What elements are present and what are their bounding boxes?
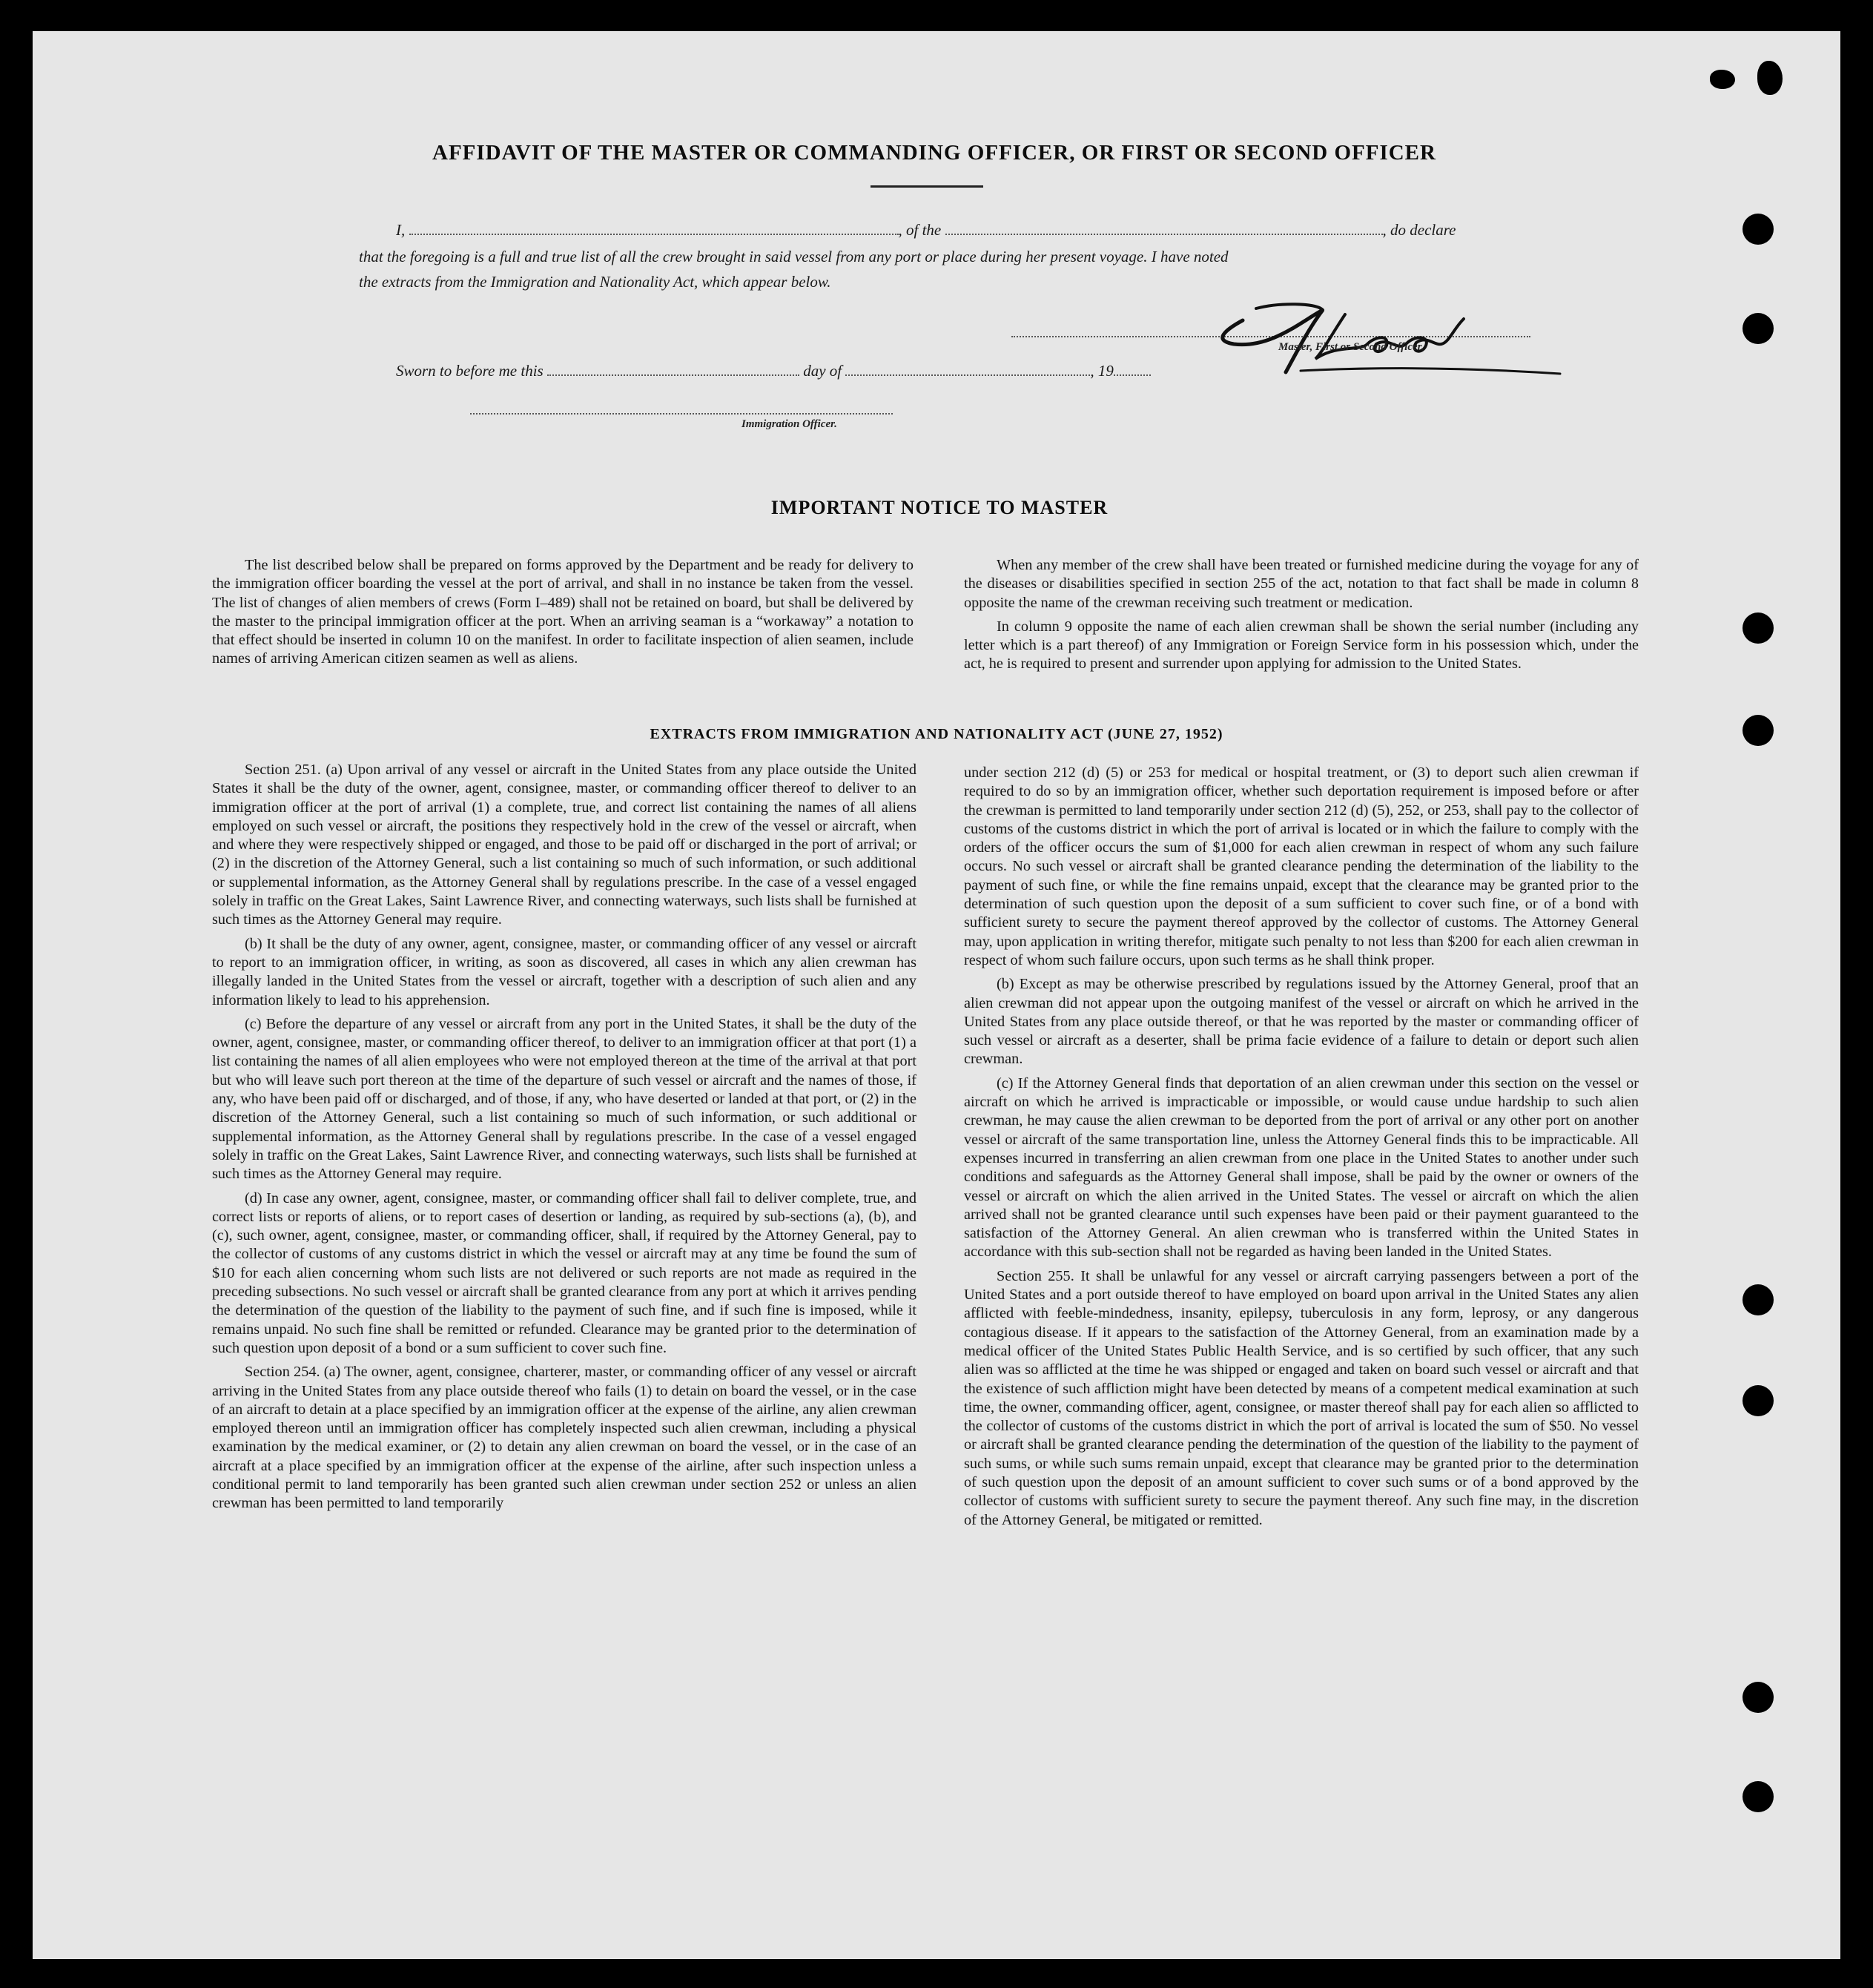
punch-hole — [1742, 1682, 1774, 1713]
punch-hole — [1742, 313, 1774, 344]
affidavit-line-1 — [396, 221, 1456, 240]
section-251a: Section 251. (a) Upon arrival of any vessel or aircraft in the United States from any place outside the United States it shall be the duty of the owner, agent, consignee, master, or commanding officer thereof to deliver to an immigration officer at the port of arrival (1) a complete, true, and correct list containing the names of all aliens employed on such vessel or aircraft, the positions they respectively hold in the crew of the vessel or aircraft, when and where they were respectively shipped or engaged, and those to be paid off or discharged in the port of arrival; or (2) in the discretion of the Attorney General, such a list containing so much of such information, or such additional or supplemental information, as the Attorney General shall by regulations prescribe. In the case of a vessel engaged solely in traffic on the Great Lakes, Saint Lawrence River, and connecting waterways, such lists shall be furnished at such times as the Attorney General may require. — [212, 762, 916, 928]
officer-caption: Immigration Officer. — [741, 418, 837, 430]
extracts-left-column — [212, 761, 916, 1519]
notice-left-column — [212, 556, 914, 674]
ink-blot — [1710, 70, 1735, 89]
section-254b: (b) Except as may be otherwise prescribed by regulations issued by the Attorney General, proof that an alien crewman did not appear upon the outgoing manifest of the vessel or aircraft on which he arrived in the United States from any place outside thereof, or that he was reported by the master or commanding officer of such vessel or aircraft as a deserter, shall be prima facie evidence of a failure to detain or deport such alien crewman. — [964, 976, 1639, 1068]
ink-blot — [1757, 61, 1783, 95]
vessel-blank — [945, 233, 1383, 235]
document-page — [33, 31, 1840, 1959]
day-blank — [547, 374, 799, 376]
section-251c: (c) Before the departure of any vessel or aircraft from any port in the United States, it shall be the duty of the owner, agent, consignee, master, or commanding officer thereof, to deliver to an immigration officer at that port (1) a list containing the names of all alien employees who were not employed thereon at the time of the arrival at that port but who will leave such port thereon at the time of the departure of such vessel or aircraft and the names of those, if any, who have been paid off or discharged, and of those, if any, who have deserted or landed at that port, or (2) in the discretion of the Attorney General, such a list containing so much of such information, or such additional or supplemental information, as the Attorney General shall by regulations prescribe. In the case of a vessel engaged solely in traffic on the Great Lakes, Saint Lawrence River, and connecting waterways, such lists shall be furnished at such times as the Attorney General may require. — [212, 1015, 916, 1183]
extracts-title: EXTRACTS FROM IMMIGRATION AND NATIONALITY ACT (JUNE 27, 1952) — [650, 726, 1223, 742]
notice-right-paragraph-1: When any member of the crew shall have been treated or furnished medicine during the voyage for any of the diseases or disabilities specified in section 255 of the act, notation to that fact shall be made in column 8 opposite the name of the crewman receiving such treatment or medication. — [964, 557, 1639, 611]
punch-hole — [1742, 612, 1774, 644]
month-blank — [845, 374, 1090, 376]
section-251b: (b) It shall be the duty of any owner, agent, consignee, master, or commanding officer of any vessel or aircraft to report to an immigration officer, in writing, as soon as discovered, all cases in which any alien crewman has illegally landed in the United States from the vessel or aircraft, together with a description of such alien and any information likely to lead to his apprehension. — [212, 935, 916, 1008]
notice-right-paragraph-2: In column 9 opposite the name of each alien crewman shall be shown the serial number (including any letter which is a part thereof) of any Immigration or Foreign Service form in his possession which, under the act, he is required to present and surrender upon applying for admission to the United States. — [964, 618, 1639, 673]
affidavit-title: AFFIDAVIT OF THE MASTER OR COMMANDING OFFICER, OR FIRST OR SECOND OFFICER — [432, 141, 1436, 165]
declare-label: , do declare — [1382, 221, 1456, 239]
day-of-label: day of — [803, 362, 842, 380]
signature-caption: Master, First or Second Officer. — [1278, 341, 1424, 353]
section-255: Section 255. It shall be unlawful for any vessel or aircraft carrying passengers between a port of the United States and a port outside thereof to have employed on board upon arrival in the United States any alien afflicted with feeble-mindedness, insanity, epilepsy, tuberculosis in any form, leprosy, or any dangerous contagious disease. If it appears to the satisfaction of the Attorney General, from an examination made by a medical officer of the United States Public Health Service, and is so certified by such officer, that any such alien was so afflicted at the time he was shipped or engaged and taken on board such vessel or aircraft and that the existence of such affliction might have been detected by means of a competent medical examination at such time, the owner, commanding officer, agent, consignee, or master thereof shall pay for each alien so afflicted to the collector of customs of the customs district in which the port of arrival is located the sum of $50. No vessel or aircraft shall be granted clearance pending the determination of the question of the liability to the payment of such sums, or while such sums remain unpaid, except that clearance may be granted prior to the determination of such question upon the deposit of an amount sufficient to cover such sums or of a bond approved by the collector of customs with sufficient surety to secure the payment thereof. Any such fine may, in the discretion of the Attorney General, be mitigated or remitted. — [964, 1267, 1639, 1528]
punch-hole — [1742, 1781, 1774, 1812]
punch-hole — [1742, 1385, 1774, 1416]
extracts-right-column — [964, 764, 1639, 1535]
section-254a-cont: under section 212 (d) (5) or 253 for medical or hospital treatment, or (3) to deport such alien crewman if required to do so by an immigration officer, whether such deportation requirement is imposed before or after the crewman is permitted to land temporarily under section 212 (d) (5), 252, or 253, shall pay to the collector of customs of the customs district in which the port of arrival is located or in which the failure to comply with the orders of the officer occurs the sum of $1,000 for each alien crewman in respect of whom any such failure occurs. No such vessel or aircraft shall be granted clearance pending the determination of the liability to the payment of such fine, or while the fine remains unpaid, except that the clearance may be granted prior to the determination of such question upon the deposit of a sum sufficient to cover such fine, or of a bond with sufficient surety to secure the payment thereof approved by the collector of customs. The Attorney General may, upon application in writing therefor, mitigate such penalty to not less than $200 for each alien crewman in respect of whom such failure occurs, upon such terms as he shall think proper. — [964, 765, 1639, 968]
sworn-label: Sworn to before me this — [396, 362, 544, 380]
section-251d: (d) In case any owner, agent, consignee, master, or commanding officer shall fail to deliver complete, true, and correct lists or reports of aliens, or to report cases of desertion or landing, as required by sub-sections (a), (b), and (c), such owner, agent, consignee, master, or commanding officer, shall, if required by the Attorney General, pay to the collector of customs of any customs district in which the vessel or aircraft may at any time be found the sum of $10 for each alien concerning whom such lists are not delivered or such reports are not made as required in the preceding subsections. No such vessel or aircraft shall be granted clearance from any port at which it arrives pending the determination of the question of the liability to the payment of such fine, and if such fine is imposed, while it remains unpaid. No such fine shall be remitted or refunded. Clearance may be granted prior to the determination of such question upon deposit of a bond or a sum sufficient to cover such fine. — [212, 1189, 916, 1356]
section-254c: (c) If the Attorney General finds that deportation of an alien crewman under this section on the vessel or aircraft on which he arrived is impracticable or impossible, or would cause undue hardship to such alien crewman, he may cause the alien crewman to be deported from the port of arrival or any other port on another vessel or aircraft of the same transportation line, unless the Attorney General finds this to be impracticable. All expenses incurred in transferring an alien crewman from one place in the United States to another under such conditions and safeguards as the Attorney General shall impose, shall be paid by the owner or owners of the vessel or aircraft on which the alien arrived in the United States. The vessel or aircraft on which the alien arrived shall not be granted clearance until such expenses have been paid or their payment guaranteed to the satisfaction of the Attorney General. An alien crewman who is transferred within the United States in accordance with this sub-section shall not be regarded as having been landed in the United States. — [964, 1074, 1639, 1261]
year-label: , 19 — [1090, 362, 1114, 380]
punch-hole — [1742, 214, 1774, 245]
punch-hole — [1742, 1284, 1774, 1315]
sworn-line — [396, 362, 1151, 380]
affidavit-line-3: the extracts from the Immigration and Nationality Act, which appear below. — [359, 273, 831, 291]
title-rule — [871, 185, 983, 188]
declarant-label: I, — [396, 221, 406, 239]
signature-image — [1212, 300, 1582, 381]
year-blank — [1114, 374, 1151, 376]
notice-right-column — [964, 556, 1639, 679]
affidavit-line-2: that the foregoing is a full and true list of all the crew brought in said vessel from any port or place during her present voyage. I have noted — [359, 248, 1229, 265]
notice-title: IMPORTANT NOTICE TO MASTER — [770, 497, 1109, 518]
officer-signature-line — [470, 412, 893, 415]
name-blank — [409, 233, 899, 235]
notice-left-paragraph: The list described below shall be prepared on forms approved by the Department and be ready for delivery to the immigration officer boarding the vessel at the port of arrival, and shall in no instance be taken from the vessel. The list of changes of alien members of crews (Form I–489) shall not be retained on board, but shall be delivered by the master to the principal immigration officer at the port. When an arriving seaman is a “workaway” a notation to that effect should be inserted in column 10 on the manifest. In order to facilitate inspection of alien seamen, include names of arriving American citizen seamen as well as aliens. — [212, 557, 914, 667]
vessel-label: , of the — [898, 221, 942, 239]
section-254a: Section 254. (a) The owner, agent, consignee, charterer, master, or commanding officer of any vessel or aircraft arriving in the United States from any place outside thereof who fails (1) to detain on board the vessel, or in the case of an aircraft to detain at a place specified by an immigration officer at the expense of the airline, any alien crewman employed thereon until an immigration officer has completely inspected such alien crewman, including a physical examination by the medical examiner, or (2) to detain any alien crewman on board the vessel, or in the case of an aircraft at a place specified by an immigration officer at the expense of the airline, after such inspection unless a conditional permit to land temporarily has been granted such alien crewman under section 252 or unless an alien crewman has been permitted to land temporarily — [212, 1364, 916, 1512]
